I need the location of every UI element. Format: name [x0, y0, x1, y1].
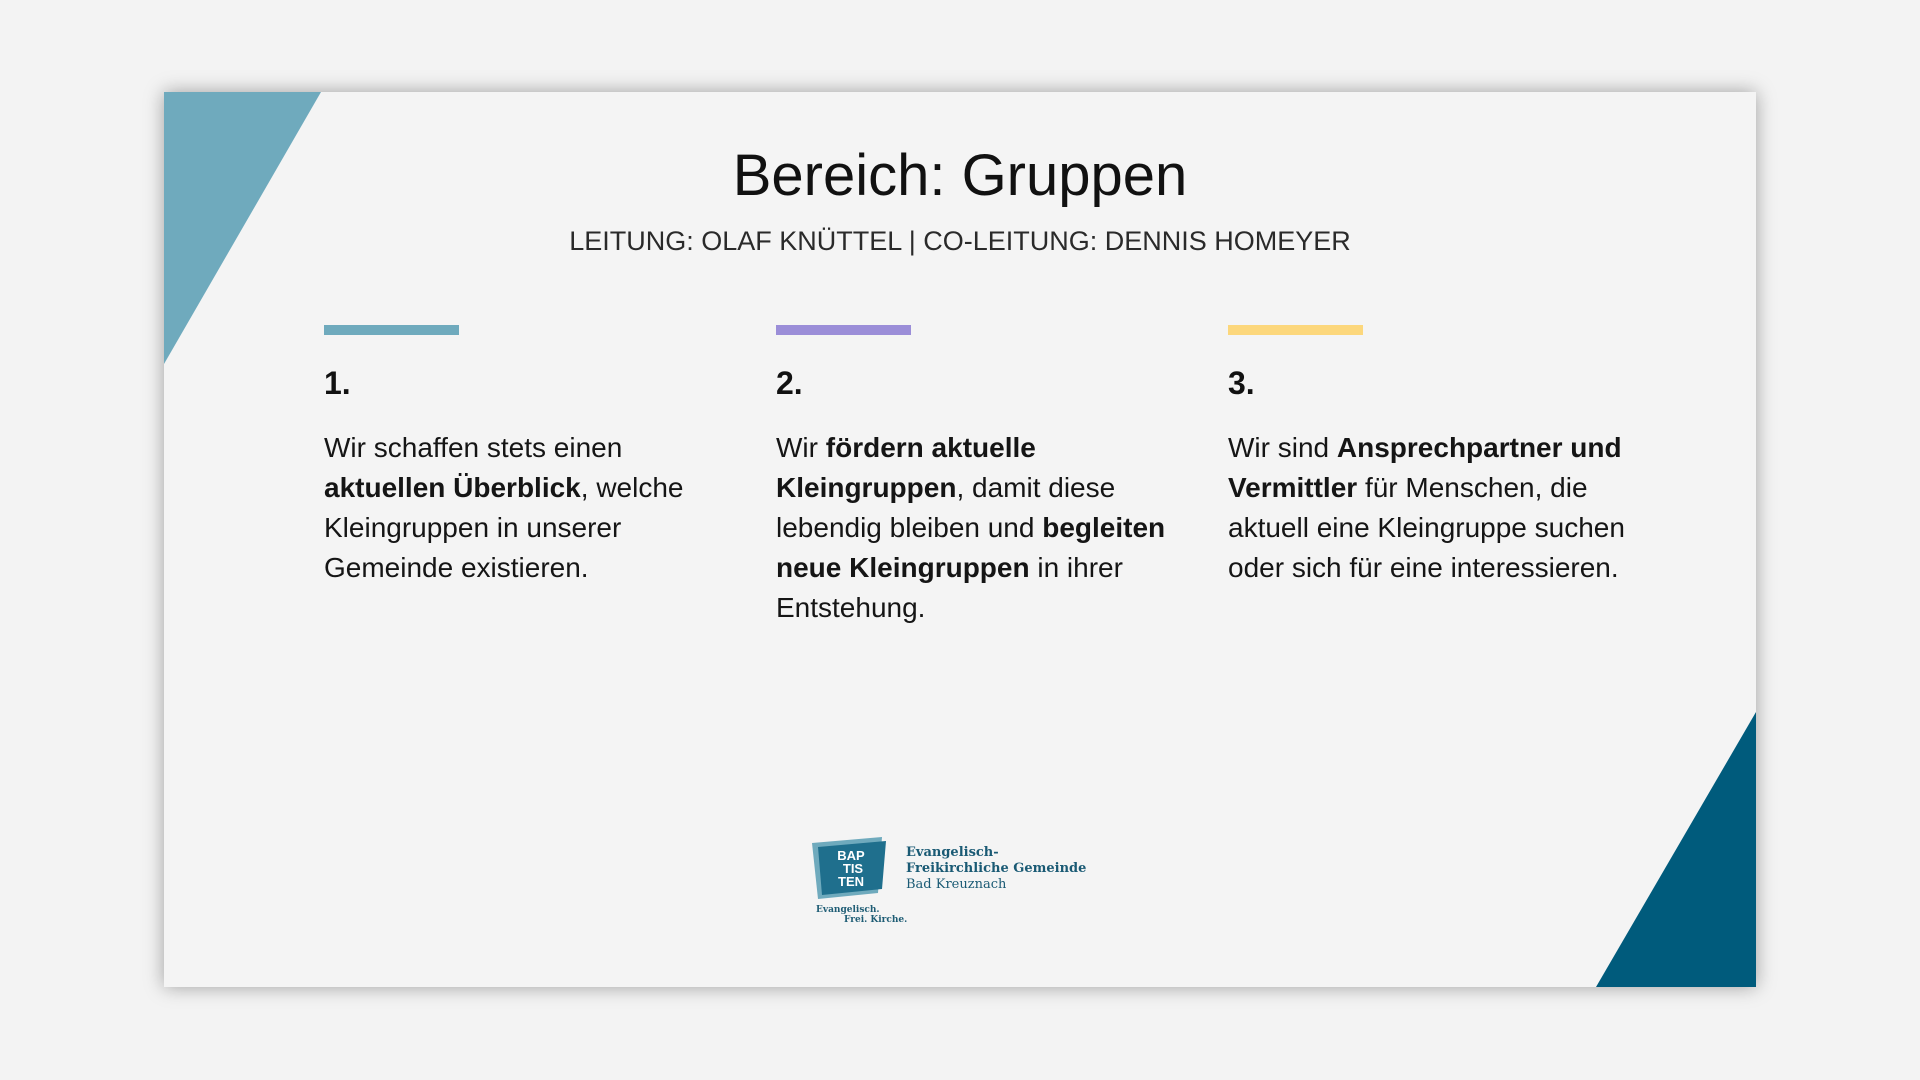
- church-name: [906, 845, 1086, 893]
- highlight-text: begleiten neue Kleingruppen: [776, 512, 1166, 583]
- logo-tagline-line-1: Evangelisch.: [816, 905, 880, 915]
- column-2-text: [776, 428, 1176, 628]
- accent-bar-1: [324, 325, 459, 335]
- highlight-text: fördern aktuelle Kleingruppen: [776, 432, 1036, 503]
- logo-mark-line-1: BAP: [837, 848, 865, 863]
- accent-bar-2: [776, 325, 911, 335]
- logo-mark-line-2: TIS: [842, 861, 864, 876]
- column-1-number: 1.: [324, 365, 351, 401]
- logo-tagline: [816, 905, 907, 925]
- body-text: Wir sind: [1228, 432, 1337, 463]
- body-text: Wir: [776, 432, 826, 463]
- corner-triangle-bottom-right: [1596, 712, 1756, 987]
- column-1: [324, 325, 724, 588]
- highlight-text: aktuellen Überblick: [324, 472, 581, 503]
- body-text: , damit diese lebendig bleiben und: [776, 472, 1116, 543]
- column-3: [1228, 325, 1628, 588]
- logo-mark-line-3: TEN: [838, 874, 864, 889]
- body-text: in ihrer Entstehung.: [776, 552, 1123, 623]
- accent-bar-3: [1228, 325, 1363, 335]
- baptisten-logo-mark: [808, 837, 888, 903]
- church-name-line-2: Freikirchliche Gemeinde: [906, 861, 1087, 876]
- logo-tagline-line-2: Frei. Kirche.: [844, 915, 908, 925]
- church-name-line-1: Evangelisch-: [906, 845, 999, 860]
- slide: [164, 92, 1756, 987]
- column-2-number: 2.: [776, 365, 803, 401]
- body-text: für Menschen, die aktuell eine Kleingruppe suchen oder sich für eine interessieren.: [1228, 472, 1625, 583]
- column-3-number: 3.: [1228, 365, 1255, 401]
- church-name-line-3: Bad Kreuznach: [906, 877, 1007, 892]
- column-2: [776, 325, 1176, 628]
- church-logo: [808, 837, 1098, 927]
- slide-subtitle: LEITUNG: OLAF KNÜTTEL | CO-LEITUNG: DENNIS HOMEYER: [569, 226, 1351, 256]
- body-text: Wir schaffen stets einen: [324, 432, 623, 463]
- body-text: , welche Kleingruppen in unserer Gemeinde existieren.: [324, 472, 684, 583]
- slide-title: Bereich: Gruppen: [732, 143, 1188, 208]
- column-3-text: [1228, 428, 1628, 588]
- corner-decoration-bottom-right: [1596, 712, 1756, 987]
- highlight-text: Ansprechpartner und Vermittler: [1228, 432, 1622, 503]
- column-1-text: [324, 428, 724, 588]
